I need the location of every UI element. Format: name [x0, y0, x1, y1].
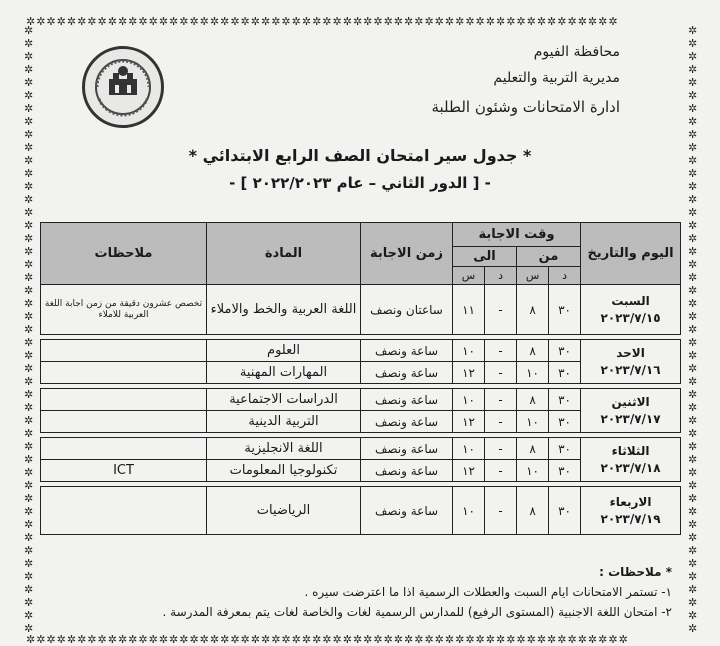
- page-subtitle: - [ الدور الثاني – عام ٢٠٢٢/٢٠٢٣ ] -: [229, 174, 491, 192]
- day-date-cell: [581, 340, 681, 384]
- to-hour-cell: ١٠: [453, 487, 485, 535]
- from-hour-cell: ١٠: [517, 362, 549, 384]
- to-minute-cell: -: [485, 411, 517, 433]
- duration-cell: ساعة ونصف: [361, 389, 453, 411]
- header-to-minute: د: [485, 267, 517, 285]
- notes-section: [163, 562, 672, 622]
- to-minute-cell: -: [485, 389, 517, 411]
- subject-cell: تكنولوجيا المعلومات: [207, 460, 361, 482]
- day-date-cell: [581, 438, 681, 482]
- from-minute-cell: ٣٠: [549, 438, 581, 460]
- header-from-hour: س: [517, 267, 549, 285]
- from-minute-cell: ٣٠: [549, 487, 581, 535]
- duration-cell: ساعة ونصف: [361, 362, 453, 384]
- from-hour-cell: ٨: [517, 285, 549, 335]
- subject-cell: المهارات المهنية: [207, 362, 361, 384]
- administration-name: ادارة الامتحانات وشئون الطلبة: [431, 98, 620, 116]
- header-to: الى: [453, 247, 517, 267]
- header-to-hour: س: [453, 267, 485, 285]
- seal-emblem-icon: [85, 49, 161, 125]
- from-hour-cell: ٨: [517, 340, 549, 362]
- to-hour-cell: ١٢: [453, 460, 485, 482]
- table-row: [41, 389, 681, 411]
- decorative-border-left: ✲✲✲✲✲✲✲✲✲✲✲✲✲✲✲✲✲✲✲✲✲✲✲✲✲✲✲✲✲✲✲✲✲✲✲✲✲✲✲✲✲✲✲✲✲✲✲: [24, 24, 34, 635]
- header-from-minute: د: [549, 267, 581, 285]
- from-hour-cell: ٨: [517, 389, 549, 411]
- note-item: ١- تستمر الامتحانات ايام السبت والعطلات الرسمية اذا ما اعترضت سيره .: [304, 585, 672, 599]
- note-item: ٢- امتحان اللغة الاجنبية (المستوى الرفيع) للمدارس الرسمية لغات والخاصة لغات يتم بمعرفة المدرسة .: [162, 605, 672, 619]
- ministry-seal-logo: [82, 46, 164, 128]
- duration-cell: ساعة ونصف: [361, 411, 453, 433]
- exam-date: ٢٠٢٣/٧/١٧: [600, 411, 661, 426]
- day-name: الاحد: [616, 345, 645, 360]
- table-row: [41, 487, 681, 535]
- exam-date: ٢٠٢٣/٧/١٩: [600, 511, 661, 526]
- from-hour-cell: ١٠: [517, 411, 549, 433]
- note-cell: [41, 389, 207, 411]
- subject-cell: العلوم: [207, 340, 361, 362]
- decorative-border-bottom: ✲✲✲✲✲✲✲✲✲✲✲✲✲✲✲✲✲✲✲✲✲✲✲✲✲✲✲✲✲✲✲✲✲✲✲✲✲✲✲✲✲✲✲✲✲✲✲✲✲✲✲✲✲✲✲✲✲✲✲: [26, 634, 629, 646]
- from-minute-cell: ٣٠: [549, 411, 581, 433]
- table-row: [41, 285, 681, 335]
- to-hour-cell: ١١: [453, 285, 485, 335]
- header-subject: المادة: [207, 223, 361, 285]
- day-date-cell: [581, 285, 681, 335]
- exam-schedule-table: [40, 222, 681, 535]
- note-cell: [41, 362, 207, 384]
- header-duration: زمن الاجابة: [361, 223, 453, 285]
- note-cell: [41, 411, 207, 433]
- subject-cell: الرياضيات: [207, 487, 361, 535]
- subject-cell: اللغة العربية والخط والاملاء: [207, 285, 361, 335]
- duration-cell: ساعة ونصف: [361, 460, 453, 482]
- duration-cell: ساعة ونصف: [361, 340, 453, 362]
- to-minute-cell: -: [485, 460, 517, 482]
- day-name: الثلاثاء: [611, 443, 650, 458]
- note-cell: [41, 487, 207, 535]
- to-minute-cell: -: [485, 340, 517, 362]
- day-name: الاربعاء: [609, 494, 652, 509]
- exam-date: ٢٠٢٣/٧/١٨: [600, 460, 661, 475]
- from-minute-cell: ٣٠: [549, 460, 581, 482]
- to-hour-cell: ١٢: [453, 362, 485, 384]
- to-hour-cell: ١٠: [453, 438, 485, 460]
- table-row: [41, 340, 681, 362]
- decorative-border-top: ✲✲✲✲✲✲✲✲✲✲✲✲✲✲✲✲✲✲✲✲✲✲✲✲✲✲✲✲✲✲✲✲✲✲✲✲✲✲✲✲✲✲✲✲✲✲✲✲✲✲✲✲✲✲✲✲✲✲: [26, 16, 619, 28]
- from-hour-cell: ٨: [517, 438, 549, 460]
- header-answer-time: وقت الاجابة: [453, 223, 581, 247]
- to-minute-cell: -: [485, 285, 517, 335]
- note-cell: ICT: [41, 460, 207, 482]
- subject-cell: الدراسات الاجتماعية: [207, 389, 361, 411]
- note-cell: تخصص عشرون دقيقة من زمن اجابة اللغة العربية للاملاء: [41, 285, 207, 335]
- from-hour-cell: ٨: [517, 487, 549, 535]
- header-from: من: [517, 247, 581, 267]
- directorate-name: مديرية التربية والتعليم: [493, 70, 620, 86]
- governorate-name: محافظة الفيوم: [533, 44, 620, 60]
- decorative-border-right: ✲✲✲✲✲✲✲✲✲✲✲✲✲✲✲✲✲✲✲✲✲✲✲✲✲✲✲✲✲✲✲✲✲✲✲✲✲✲✲✲✲✲✲✲✲✲✲: [688, 24, 698, 635]
- note-cell: [41, 438, 207, 460]
- subject-cell: التربية الدينية: [207, 411, 361, 433]
- from-minute-cell: ٣٠: [549, 389, 581, 411]
- from-minute-cell: ٣٠: [549, 340, 581, 362]
- to-minute-cell: -: [485, 487, 517, 535]
- to-hour-cell: ١٢: [453, 411, 485, 433]
- day-date-cell: [581, 389, 681, 433]
- subject-cell: اللغة الانجليزية: [207, 438, 361, 460]
- duration-cell: ساعتان ونصف: [361, 285, 453, 335]
- exam-date: ٢٠٢٣/٧/١٦: [600, 362, 661, 377]
- header-day-date: اليوم والتاريخ: [581, 223, 681, 285]
- duration-cell: ساعة ونصف: [361, 438, 453, 460]
- note-cell: [41, 340, 207, 362]
- to-minute-cell: -: [485, 438, 517, 460]
- table-row: [41, 438, 681, 460]
- notes-title: * ملاحظات :: [599, 565, 672, 579]
- day-name: السبت: [611, 293, 650, 308]
- to-hour-cell: ١٠: [453, 340, 485, 362]
- to-minute-cell: -: [485, 362, 517, 384]
- from-minute-cell: ٣٠: [549, 362, 581, 384]
- page-title: * جدول سير امتحان الصف الرابع الابتدائي *: [188, 146, 532, 165]
- exam-date: ٢٠٢٣/٧/١٥: [600, 310, 661, 325]
- from-minute-cell: ٣٠: [549, 285, 581, 335]
- day-name: الاثنين: [611, 394, 650, 409]
- duration-cell: ساعة ونصف: [361, 487, 453, 535]
- from-hour-cell: ١٠: [517, 460, 549, 482]
- header-notes: ملاحظات: [41, 223, 207, 285]
- to-hour-cell: ١٠: [453, 389, 485, 411]
- day-date-cell: [581, 487, 681, 535]
